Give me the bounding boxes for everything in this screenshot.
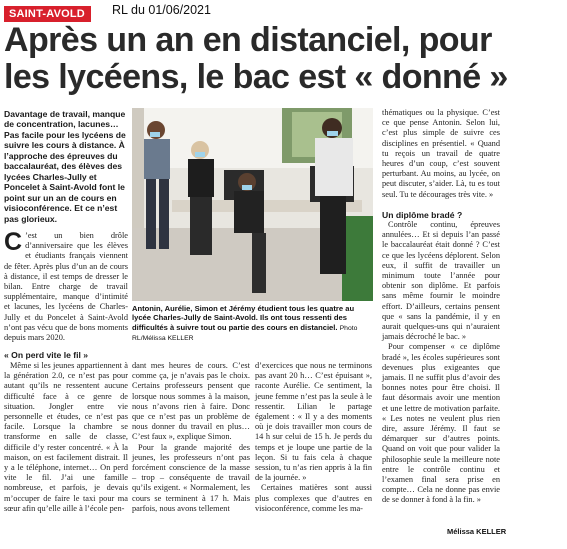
subhead-perd-le-fil: « On perd vite le fil » — [4, 350, 89, 360]
drop-cap: C — [4, 228, 23, 256]
title-line-1: Après un an en distanciel, pour — [4, 21, 492, 59]
col3-paragraph-2: Certaines matières sont aussi plus complexes que d’autres en visioconférence, comme les ma- — [255, 483, 372, 513]
caption-text: Antonin, Aurélie, Simon et Jérémy étudient tous les quatre au lycée Charles-Jully de Saint-Avold. Ils ont tous ressenti des difficultés à suivre tout ou partie des cours en distanciel. — [132, 304, 355, 332]
article-title — [4, 22, 564, 96]
col4-paragraph-3: Pour compenser « ce diplôme bradé », les écoles supérieures sont devenues plus exigeantes que jamais. Il ne suffit plus d’avoir des bonnes notes pour être choisi. Il faut désormais avoir une mention et une lettre de motivation parfaite. « Les notes ne veulent plus rien dire, assure Jérémy. Il faut se démarquer sur d’autres points. Quand on voit que pour valider la philosophie seule la meilleure note entre le contrôle continu et l’examen final sera prise en compte… Cela ne donne pas envie de se donner à fond à la fin. » — [382, 342, 500, 505]
article-lede: Davantage de travail, manque de concentration, lacunes… Pas facile pour les lycéens de suivre les cours à distance. À l’approche des épreuves du baccalauréat, des élèves des lycées Charles-Jully et Poncelet à Saint-Avold font le point sur un an de cours en visioconférence. Et ce n’est pas glorieux. — [4, 109, 126, 224]
col2-paragraph-1: dant mes heures de cours. C’est comme ça, je n’avais pas le choix. Certains professeurs pensent que lorsque nous sommes à la maison, nous n’avons rien à faire. Donc que ce n’est pas un problème de nous donner du travail en plus… C’est faux », explique Simon. — [132, 361, 250, 442]
source-date: RL du 01/06/2021 — [112, 3, 211, 17]
students-photo-illustration — [132, 108, 373, 301]
subhead-diplome-brade: Un diplôme bradé ? — [382, 210, 463, 220]
col1-paragraph: Même si les jeunes appartiennent à la génération 2.0, ce n’est pas pour autant qu’ils ne ressentent aucune difficulté face à ce genre de situation. Jongler entre vie personnelle et études, ce n’est pas facile. Lorsque la chambre se transforme en salle de classe, difficile d’y rester concentré. « À la maison, on est facilement distrait. Il y a le téléphone, internet… On perd vite le fil. J’ai une famille nombreuse, et parfois, je devais m’occuper de faire le taxi pour ma sœur afin qu’elle aille à l’école pen- — [4, 361, 128, 513]
col4-paragraph-1: thématiques ou la physique. C’est ce que pense Antonin. Selon lui, c’est plus simple de suivre ces disciplines en présentiel. « Quand tu reçois un travail de quatre heures d’un coup, c’est souvent perturbant. Au moins, au lycée, on peut discuter, s’aider. Là, tu es tout seul. Tu te décourages très vite. » — [382, 108, 500, 199]
col2-paragraph-2: Pour la grande majorité des jeunes, les professeurs n’ont pas forcément conscience de la masse – trop – conséquente de travail qu’ils exigent. « Normalement, les cours se terminent à 17 h. Mais parfois, nous avons tellement — [132, 442, 250, 513]
photo-caption — [132, 304, 373, 344]
section-tag: SAINT-AVOLD — [4, 6, 91, 22]
column-4-text — [382, 108, 500, 200]
intro-text: ’est un bien drôle d’anniversaire que les élèves et étudiants français viennent de fêter. Après plus d’un an de cours à distance, il est temps de dresser le bilan. Entre charge de travail supplémentaire, manque d’intimité et lacunes, les lycéens de Charles-Jully et du Poncelet à Saint-Avold n’ont pas vécu que de bons moments depuis mars 2020. — [4, 231, 128, 343]
col3-paragraph-1: d’exercices que nous ne terminons pas avant 20 h… C’est épuisant », raconte Aurélie. Ce sentiment, la jeune femme n’est pas la seule à le ressentir. Lilian le partage également : « Il y a des moments où je dois travailler mon cours de 14 h sur celui de 15 h. Je perds du temps et je loupe une partie de la leçon. Si tu fais cela à chaque session, tu n’as rien appris à la fin de la journée. » — [255, 361, 372, 483]
author-signature: Mélissa KELLER — [447, 527, 507, 536]
col4-paragraph-2: Contrôle continu, épreuves annulées… Et si depuis l’an passé le baccalauréat était donné ? C’est ce que les lycéens déplorent. Selon eux, il suffit de travailler un minimum toute l’année pour obtenir son diplôme. Et parfois sans même fournir le moindre effort. D’ailleurs, certains pensent que « sans la pandémie, il y en aurait quelques-uns qui n’auraient jamais décroché le bac. » — [382, 220, 500, 342]
column-3-text — [255, 361, 372, 514]
photo-credit: Photo RL/Mélissa KELLER — [132, 324, 358, 343]
intro-paragraph — [4, 228, 128, 343]
title-line-2: les lycéens, le bac est « donné » — [4, 58, 508, 96]
article-photo — [132, 108, 373, 301]
column-2-text — [132, 361, 250, 514]
column-1-text — [4, 361, 128, 514]
column-4b-text — [382, 220, 500, 506]
